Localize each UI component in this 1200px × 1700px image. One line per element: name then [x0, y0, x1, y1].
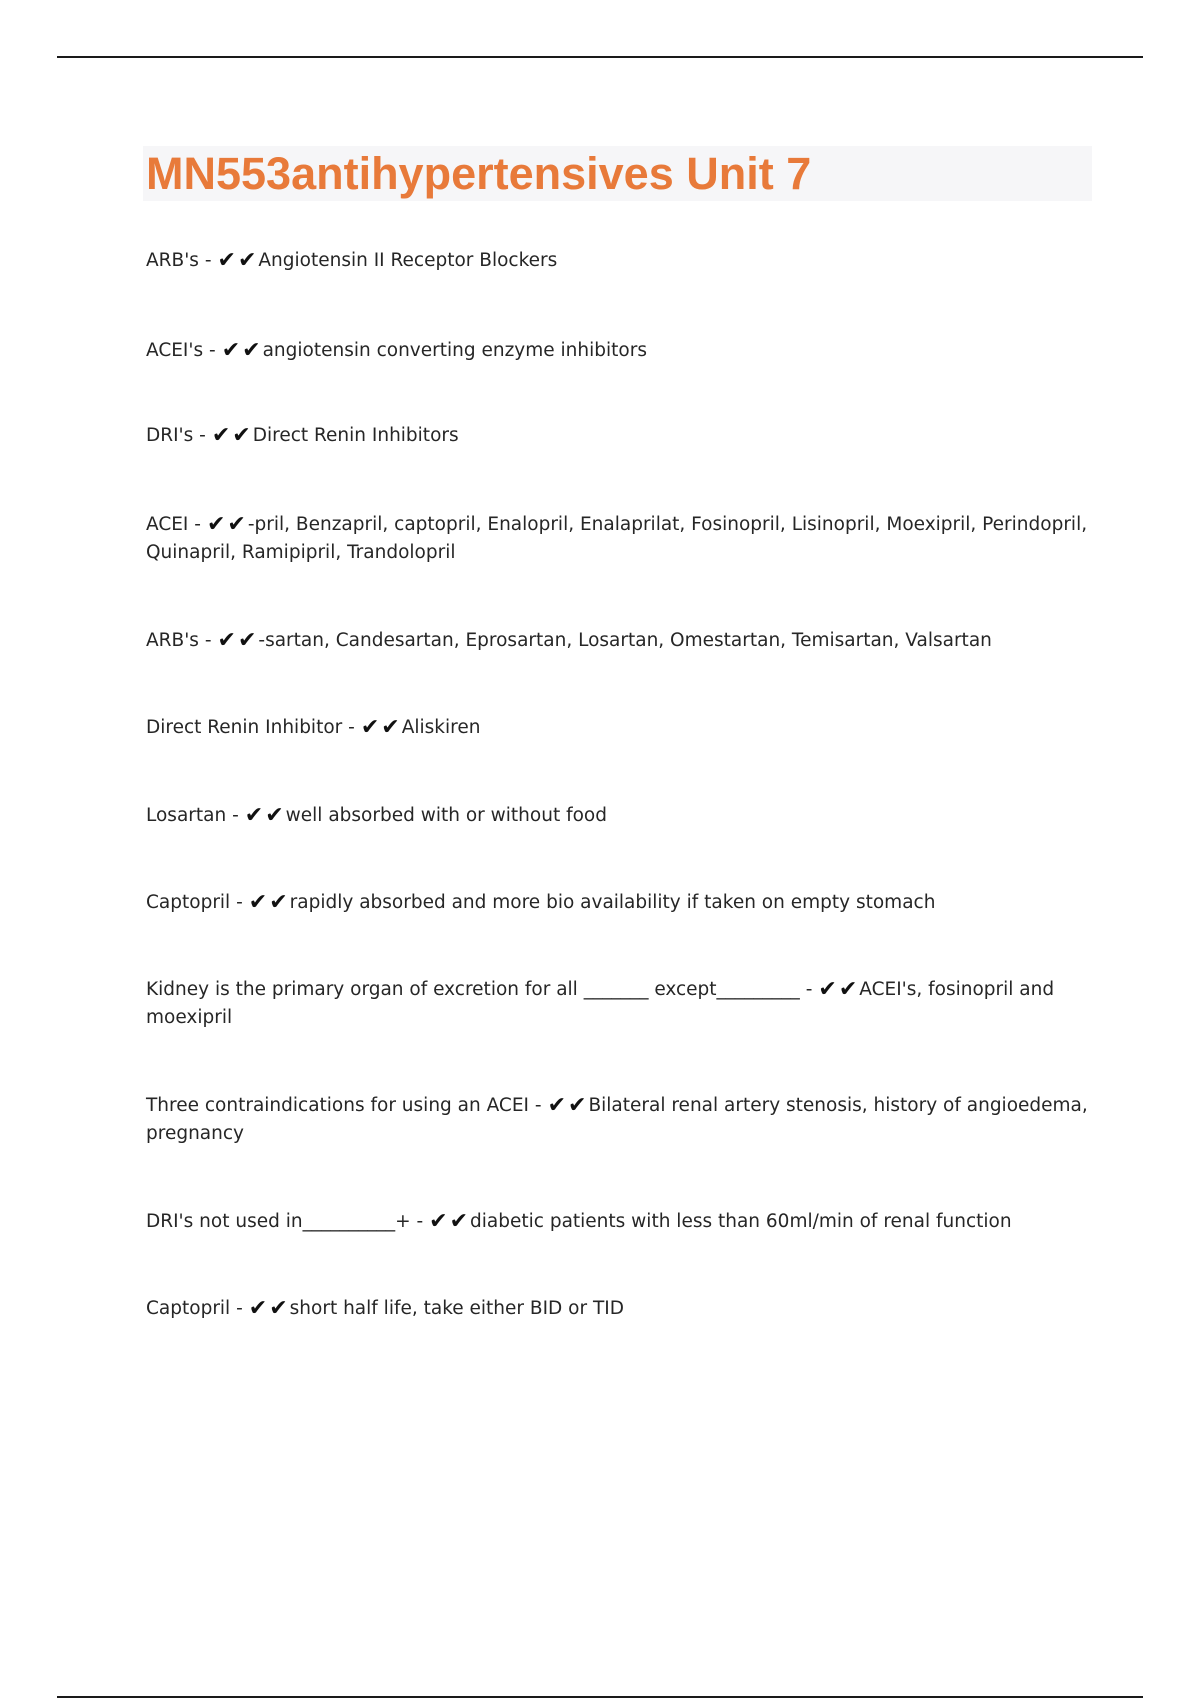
- entry-term: ACEI: [146, 514, 189, 535]
- flashcard-entry: [146, 1208, 1091, 1236]
- entry-separator: -: [199, 425, 206, 446]
- entry-term: ARB's: [146, 250, 199, 271]
- flashcard-entry: [146, 976, 1091, 1032]
- check-icon: ✔: [217, 628, 236, 653]
- flashcard-list: [146, 247, 1091, 1323]
- check-icon: ✔: [547, 1093, 567, 1118]
- check-icon: ✔: [221, 338, 241, 363]
- check-icon: ✔: [265, 803, 284, 828]
- check-icon: ✔: [217, 248, 236, 273]
- flashcard-entry: [146, 511, 1091, 567]
- check-icon: ✔: [242, 338, 261, 363]
- check-icon: ✔: [818, 977, 837, 1002]
- flashcard-entry: [146, 337, 1091, 365]
- flashcard-entry: [146, 422, 1091, 450]
- check-icon: ✔: [244, 803, 264, 828]
- flashcard-entry: [146, 247, 1091, 275]
- entry-separator: -: [236, 1298, 243, 1319]
- check-icon: ✔: [360, 715, 380, 740]
- check-icon: ✔: [211, 423, 231, 448]
- entry-separator: -: [348, 717, 355, 738]
- flashcard-entry: [146, 1092, 1091, 1148]
- flashcard-entry: [146, 627, 1091, 655]
- check-icon: ✔: [838, 977, 858, 1002]
- entry-term: DRI's not used in__________+: [146, 1211, 411, 1232]
- entry-definition: short half life, take either BID or TID: [289, 1298, 624, 1319]
- entry-term: Direct Renin Inhibitor: [146, 717, 343, 738]
- flashcard-entry: [146, 802, 1091, 830]
- entry-definition: Bilateral renal artery stenosis, history of angioedema, pregnancy: [146, 1095, 1088, 1144]
- entry-separator: -: [534, 1095, 542, 1116]
- entry-separator: -: [416, 1211, 424, 1232]
- entry-term: Three contraindications for using an ACEI: [146, 1095, 529, 1116]
- entry-definition: rapidly absorbed and more bio availability if taken on empty stomach: [289, 892, 936, 913]
- entry-definition: Angiotensin II Receptor Blockers: [258, 250, 558, 271]
- flashcard-entry: [146, 1295, 1091, 1323]
- check-icon: ✔: [568, 1093, 587, 1118]
- entry-definition: Direct Renin Inhibitors: [252, 425, 459, 446]
- entry-separator: -: [236, 892, 243, 913]
- flashcard-entry: [146, 714, 1091, 742]
- check-icon: ✔: [269, 890, 288, 915]
- entry-definition: well absorbed with or without food: [285, 805, 607, 826]
- check-icon: ✔: [206, 512, 226, 537]
- entry-separator: -: [204, 250, 212, 271]
- entry-term: Kidney is the primary organ of excretion for all _______ except_________: [146, 979, 800, 1000]
- entry-term: Captopril: [146, 1298, 231, 1319]
- bottom-rule: [57, 1696, 1143, 1698]
- check-icon: ✔: [248, 890, 268, 915]
- top-rule: [57, 56, 1143, 58]
- entry-definition: -sartan, Candesartan, Eprosartan, Losartan, Omestartan, Temisartan, Valsartan: [258, 630, 992, 651]
- entry-separator: -: [204, 630, 212, 651]
- entry-definition: angiotensin converting enzyme inhibitors: [262, 340, 647, 361]
- entry-term: Losartan: [146, 805, 227, 826]
- check-icon: ✔: [449, 1209, 469, 1234]
- entry-term: Captopril: [146, 892, 231, 913]
- entry-definition: Aliskiren: [401, 717, 481, 738]
- check-icon: ✔: [381, 715, 400, 740]
- check-icon: ✔: [232, 423, 251, 448]
- entry-definition: diabetic patients with less than 60ml/min of renal function: [470, 1211, 1012, 1232]
- entry-separator: -: [209, 340, 216, 361]
- check-icon: ✔: [227, 512, 246, 537]
- flashcard-entry: [146, 889, 1091, 917]
- check-icon: ✔: [248, 1296, 268, 1321]
- entry-separator: -: [194, 514, 201, 535]
- check-icon: ✔: [237, 628, 257, 653]
- check-icon: ✔: [237, 248, 257, 273]
- entry-separator: -: [232, 805, 239, 826]
- title-banner: [143, 146, 1092, 201]
- entry-definition: -pril, Benzapril, captopril, Enalopril, Enalaprilat, Fosinopril, Lisinopril, Moexipril, Perindopril, Quinapril, Ramipipril, Trandolopril: [146, 514, 1088, 563]
- document-title: MN553antihypertensives Unit 7: [146, 148, 812, 199]
- entry-separator: -: [805, 979, 813, 1000]
- entry-term: ACEI's: [146, 340, 204, 361]
- entry-term: ARB's: [146, 630, 199, 651]
- entry-term: DRI's: [146, 425, 194, 446]
- check-icon: ✔: [429, 1209, 448, 1234]
- check-icon: ✔: [269, 1296, 288, 1321]
- entry-definition: ACEI's, fosinopril and moexipril: [146, 979, 1055, 1028]
